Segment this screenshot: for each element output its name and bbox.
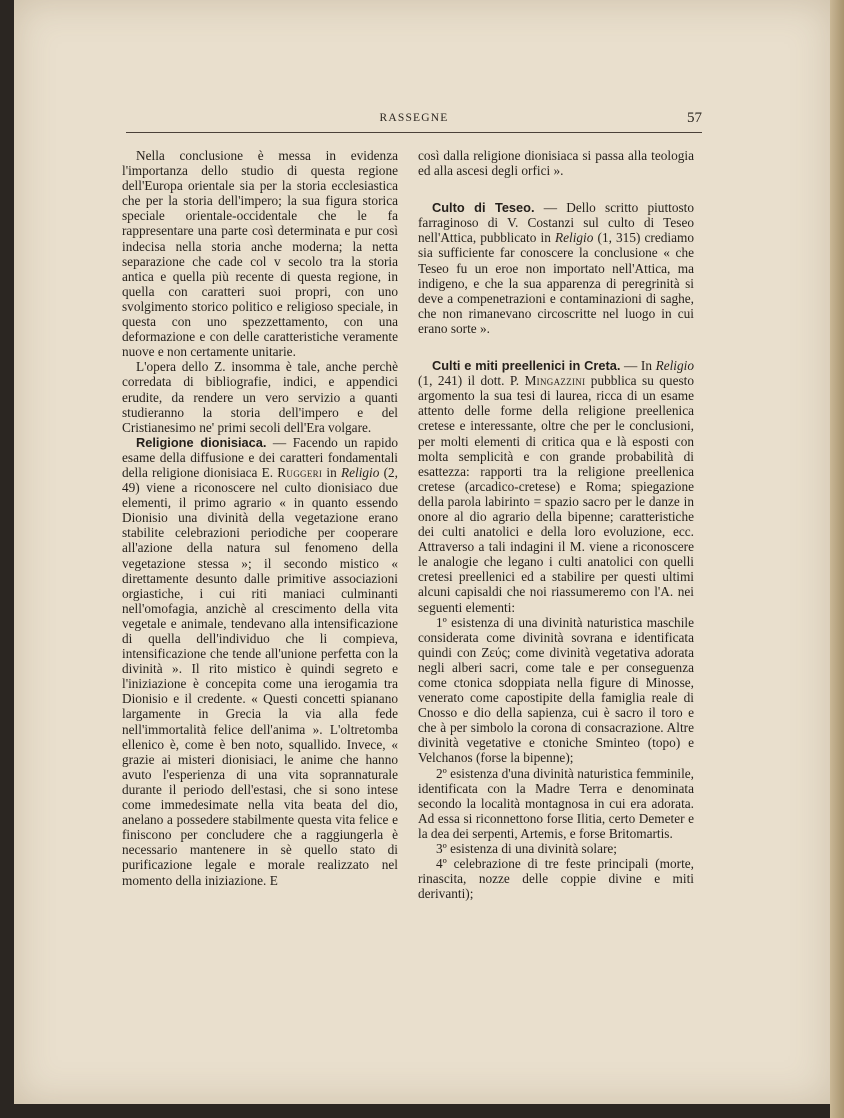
book-page [14,0,832,1104]
paragraph-continuation: così dalla religione dionisiaca si passa alla teologia ed alla ascesi degli orfici ». [418,148,694,179]
list-item: 1º esistenza di una divinità naturistica maschile considerata come divinità sovrana e identificata quindi con Ζεύς; come divinità vegetativa adorata negli alberi sacri, come tale e per conseguenza come ctonica sdoppiata nella figure di Minosse, venerato come capostipite della famiglia reale di Cnosso e dio della sapienza, cui è sacro il toro e che à per simbolo la corona di consacrazione. Altre divinità vegetative e ctoniche Sminteo (topo) e Velchanos (forse la bipenne); [418,614,694,766]
author-name: Ruggeri [277,464,323,480]
journal-name: Religio [655,358,694,374]
greek-word: Ζεύς [481,644,507,660]
paragraph: L'opera dello Z. insomma è tale, anche perchè corredata di bibliografie, indici, e appendici erudite, da rendere un vero servizio a quanti studieranno la storia dell'impero e del Cristianesimo ne' primi secoli dell'Era volgare. [122,359,398,435]
running-head: RASSEGNE [379,112,449,124]
section-title: Culto di Teseo. [432,200,535,216]
page-header [126,110,702,133]
left-column [122,148,398,888]
paragraph: Nella conclusione è messa in evidenza l'importanza dello studio di questa regione dell'Europa orientale sia per la storia ecclesiastica che per la storia dell'impero; la sua figura storica speciale orientale-occidentale che le fa rappresentare una parte così determinata e pur così indecisa nella storia anche moderna; la netta separazione che cade col v secolo tra la storia antica e quella più recente di questa regione, in quella con caratteri suoi propri, con uno svolgimento storico politico e religioso speciale, in questa con uno spezzettamento, con una deformazione e con delle caratteristiche veramente nuove e non certamente unitarie. [122,148,398,360]
author-name: Mingazzini [524,373,586,389]
right-column [418,148,694,901]
journal-name: Religio [554,230,594,246]
list-item: 2º esistenza d'una divinità naturistica femminile, identificata con la Madre Terra e denominata secondo la località montagnosa in cui era adorata. Ad essa si riconnettono forse Ilitia, certo Demeter e la dea dei serpenti, Artemis, e forse Britomartis. [418,765,694,841]
section-religione-dionisiaca: Religione dionisiaca. — Facendo un rapido esame della diffusione e dei caratteri fondamentali della religione dionisiaca E. Ruggeri in Religio (2, 49) viene a riconoscere nel culto dionisiaco due elementi, il primo agrario « in quanto essendo Dionisio una divinità della vegetazione erano stabilite celebrazioni periodiche per cooperare all'azione della natura sul fenomeno della vegetazione stessa »; il secondo mistico « direttamente desunto dalle primitive associazioni orgiastiche, i cui riti maniaci culminanti nell'omofagia, anzichè al crescimento della vita vegetale e animale, tendevano alla intensificazione di quella dell'individuo che li compieva, intensificazione che tende all'unione perfetta con la divinità ». Il rito mistico è quindi segreto e l'iniziazione è concepita come una ierogamia tra Dionisio e il credente. « Questi concetti spianano largamente in Grecia la via alla fede nell'immortalità felice dell'anima ». L'oltretomba ellenico è, come è ben noto, squallido. Invece, « grazie ai misteri dionisiaci, le anime che hanno avuto l'esperienza di una vita soprannaturale durante il periodo dell'estasi, che si sono intese come immedesimate nella vita beata del dio, anelano a possedere stabilmente questa vita felice e finiscono per concludere che a raggiungerla è necessario mantenere in sè quello stato di purificazione legale e morale realizzato nel momento della iniziazione. E [122,434,398,888]
section-title: Culti e miti preellenici in Creta. [432,358,621,374]
section-culti-creta: Culti e miti preellenici in Creta. — In Religio (1, 241) il dott. P. Mingazzini pubblica su questo argomento la sua tesi di laurea, ricca di un esame attento delle forme della religione preellenica cretese e interessante, oltre che per le conclusioni, per molti elementi di critica qua e là esposti con molta semplicità e con grande probabilità di esattezza: rapporti tra la religione preellenica cretese (arcadico-cretese) e Roma; spiegazione della parola labirinto = spazio sacro per le danze in onore al dio agrario della bipenne; caratteristiche dei culti anatolici e della loro evoluzione, ecc. Attraverso a tali indagini il M. viene a riconoscere le analogie che legano i culti anatolici con quelli cretesi preellenici ed a stabilire per questi ultimi alcuni capisaldi che noi riassumeremo con l'A. nei seguenti elementi: [418,358,694,615]
section-culto-di-teseo: Culto di Teseo. — Dello scritto piuttosto farraginoso di V. Costanzi sul culto di Teseo nell'Attica, pubblicato in Religio (1, 315) crediamo sia sufficiente far conoscere la conclusione « che Teseo fu un eroe non importato nell'Attica, ma indigeno, e che la sua apparenza di peregrinità si deve a compenetrazioni e contaminazioni di saghe, che non rimanevano circoscritte nel luogo in cui erano sorte ». [418,200,695,336]
journal-name: Religio [340,464,380,480]
section-title: Religione dionisiaca. [136,434,267,450]
page-edge [830,0,844,1118]
page-number: 57 [687,110,702,126]
list-item: 4º celebrazione di tre feste principali (morte, rinascita, nozze delle coppie divine e miti derivanti); [418,856,694,902]
list-item: 3º esistenza di una divinità solare; [436,841,617,857]
